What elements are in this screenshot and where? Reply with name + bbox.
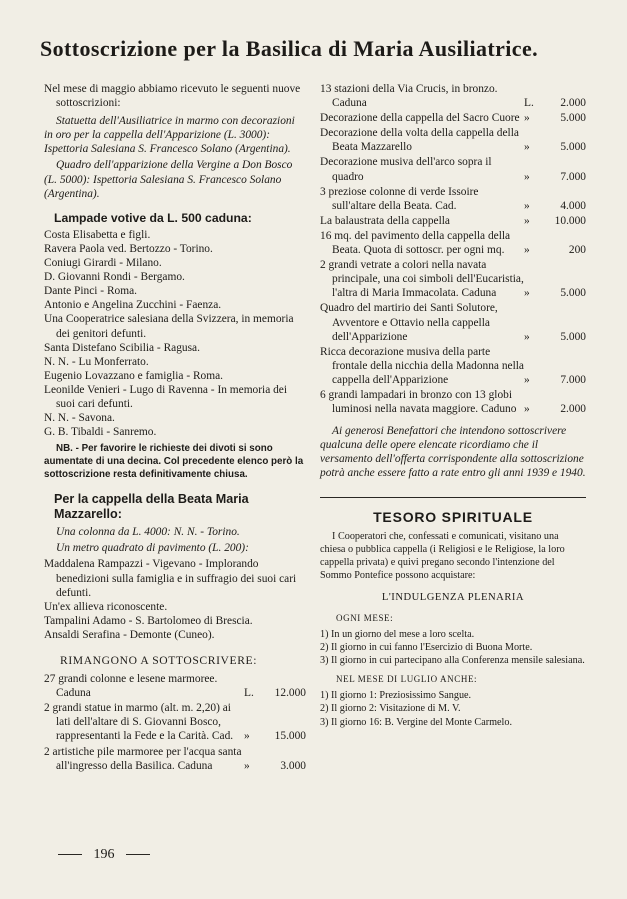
table-row: La balaustrata della cappella » 10.000 [320,214,586,227]
list-item: D. Giovanni Rondi - Bergamo. [44,271,185,284]
metro-line: Un metro quadrato di pavimento (L. 200): [56,542,249,555]
list-item: Leonilde Venieri - Lugo di Ravenna - In memoria dei suoi cari defunti. [44,383,288,410]
list-item: 1) Il giorno 1: Preziosissimo Sangue. [320,689,472,701]
mazzarello-heading: Per la cappella della Beata Maria Mazzarello: [54,492,249,522]
luglio-heading: NEL MESE DI LUGLIO ANCHE: [336,673,478,684]
list-item: N. N. - Lu Monferrato. [44,355,149,368]
folio-dash [58,854,82,855]
list-item: Ravera Paola ved. Bertozzo - Torino. [44,242,213,255]
nb-note: NB. - Per favorire le richieste dei divoti si sono aumentate di una decina. Col precedente elenco però la sottoscrizione resta definitivamente chiusa. [44,443,304,481]
table-row: Decorazione della volta della cappella della Beata Mazzarello » 5.000 [320,127,586,154]
list-item: Maddalena Rampazzi - Vigevano - Implorando benedizioni sulla famiglia e in suffragio dei suoi cari defunti. [44,558,297,599]
list-item: 3) Il giorno in cui partecipano alla Conferenza mensile salesiana. [320,655,585,667]
list-item: Dante Pinci - Roma. [44,285,138,298]
lampade-list [44,228,306,439]
folio-dash [126,854,150,855]
table-row: 3 preziose colonne di verde Issoire sull'altare della Beata. Cad. » 4.000 [320,185,586,212]
table-row: 6 grandi lampadari in bronzo con 13 globi luminosi nella navata maggiore. Caduno » 2.000 [320,388,586,416]
list-item: 2) Il giorno in cui fanno l'Esercizio di Buona Morte. [320,642,533,654]
divider [320,497,586,498]
table-row: Ricca decorazione musiva della parte frontale della nicchia della Madonna nella cappella dell'Apparizione » 7.000 [320,345,586,386]
list-item: 1) In un giorno del mese a loro scelta. [320,628,475,640]
quadro-paragraph: Quadro dell'apparizione della Vergine a Don Bosco (L. 5000): Ispettoria Salesiana S. Francesco Solano (Argentina). [44,159,293,200]
table-row: Decorazione musiva dell'arco sopra il quadro » 7.000 [320,156,586,183]
page-title: Sottoscrizione per la Basilica di Maria Ausiliatrice. [40,36,539,61]
table-row: 2 grandi statue in marmo (alt. m. 2,20) ai lati dell'altare di S. Giovanni Bosco, rappresentanti la Fede e la Carità. Cad. » 15.000 [44,702,306,743]
list-item: N. N. - Savona. [44,412,115,425]
table-row: Decorazione della cappella del Sacro Cuore » 5.000 [320,112,586,125]
tesoro-title: TESORO SPIRITUALE [373,508,533,525]
list-item: Antonio e Angelina Zucchini - Faenza. [44,299,222,312]
statuetta-paragraph: Statuetta dell'Ausiliatrice in marmo con decorazioni in oro per la cappella dell'Apparizione (L. 3000): Ispettoria Salesiana S. Francesco Solano (Argentina). [44,115,295,156]
table-row: 2 grandi vetrate a colori nella navata principale, una coi simboli dell'Eucaristia, l'altra di Maria Immacolata. Caduna » 5.000 [320,259,586,300]
indulgenza-heading: L'INDULGENZA PLENARIA [381,592,525,604]
closing-note: Ai generosi Benefattori che intendono sottoscrivere qualcuna delle opere elencate ricordiamo che il versamento dell'offerta corrispondente alla sottoscrizione potrà anche essere fatto a rate entro gli anni 1939 e 1940. [320,425,586,480]
list-item: Ansaldi Serafina - Demonte (Cuneo). [44,628,215,641]
page-number: 196 [93,847,115,862]
right-column [320,82,586,729]
list-item: Coniugi Girardi - Milano. [44,257,162,270]
list-item: Eugenio Lovazzano e famiglia - Roma. [44,369,224,382]
list-item: 3) Il giorno 16: B. Vergine del Monte Carmelo. [320,716,513,728]
colonna-line: Una colonna da L. 4000: N. N. - Torino. [56,526,240,539]
list-item: G. B. Tibaldi - Sanremo. [44,426,157,439]
table-row: 13 stazioni della Via Crucis, in bronzo. Caduna L. 2.000 [320,83,586,110]
tesoro-intro: I Cooperatori che, confessati e comunicati, visitano una chiesa o pubblica cappella (i Religiosi e le Religiose, la loro cappella privata) e quivi pregano secondo l'intenzione del Sommo Pontefice possono acquistare: [320,530,565,582]
page-footer [50,847,158,863]
list-item: Un'ex allieva riconoscente. [44,600,168,613]
left-column [44,82,306,774]
table-row: 16 mq. del pavimento della cappella della Beata. Quota di sottoscr. per ogni mq. » 200 [320,229,586,257]
list-item: 2) Il giorno 2: Visitazione di M. V. [320,703,461,715]
list-item: Costa Elisabetta e figli. [44,228,151,241]
intro-text: Nel mese di maggio abbiamo ricevuto le seguenti nuove sottoscrizioni: [44,83,301,110]
list-item: Una Cooperatrice salesiana della Svizzera, in memoria dei genitori defunti. [44,313,294,340]
list-item: Tampalini Adamo - S. Bartolomeo di Brescia. [44,614,253,627]
table-row: Quadro del martirio dei Santi Solutore, Avventore e Ottavio nella cappella dell'Apparizione » 5.000 [320,302,586,343]
rimangono-heading: RIMANGONO A SOTTOSCRIVERE: [60,654,258,667]
table-row: 2 artistiche pile marmoree per l'acqua santa all'ingresso della Basilica. Caduna » 3.000 [44,745,306,772]
table-row: 27 grandi colonne e lesene marmoree. Caduna L. 12.000 [44,673,306,700]
lampade-heading: Lampade votive da L. 500 caduna: [54,210,252,225]
list-item: Santa Distefano Scibilia - Ragusa. [44,341,200,354]
ogni-mese-heading: OGNI MESE: [336,612,394,623]
